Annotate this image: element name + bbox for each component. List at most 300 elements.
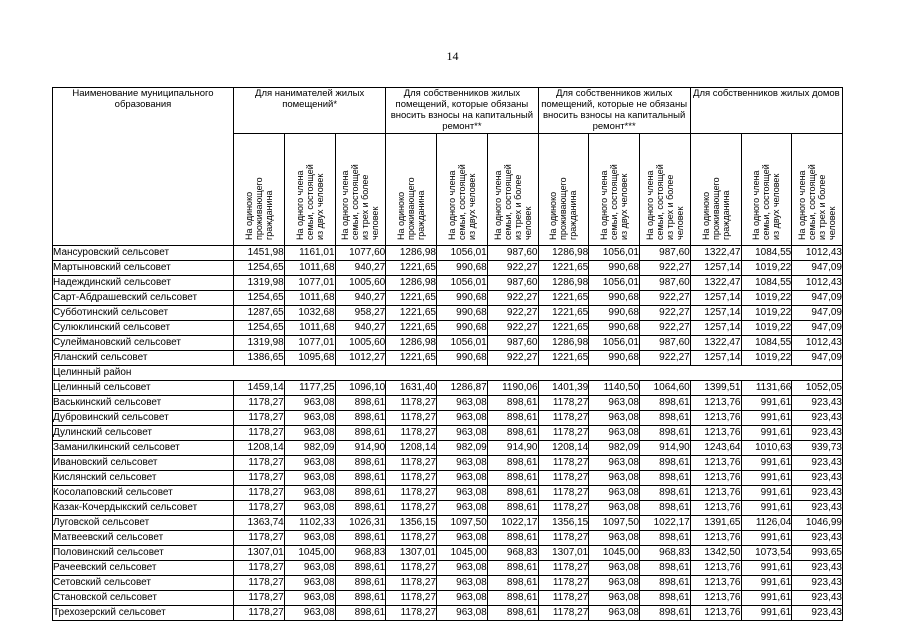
table-header-row bbox=[53, 88, 843, 134]
value-cell: 923,43 bbox=[792, 486, 843, 501]
value-cell: 1178,27 bbox=[234, 471, 285, 486]
table-row bbox=[53, 591, 843, 606]
municipality-name: Дубровинский сельсовет bbox=[53, 411, 234, 426]
value-cell: 1019,22 bbox=[741, 321, 792, 336]
table-row bbox=[53, 261, 843, 276]
value-cell: 1286,98 bbox=[386, 246, 437, 261]
value-cell: 990,68 bbox=[589, 291, 640, 306]
value-cell: 898,61 bbox=[487, 606, 538, 621]
value-cell: 991,61 bbox=[741, 456, 792, 471]
value-cell: 1056,01 bbox=[437, 246, 488, 261]
value-cell: 1631,40 bbox=[386, 381, 437, 396]
value-cell: 922,27 bbox=[640, 306, 691, 321]
value-cell: 987,60 bbox=[640, 336, 691, 351]
subheader-label: На одиноко проживающего гражданина bbox=[243, 176, 274, 240]
value-cell: 963,08 bbox=[589, 531, 640, 546]
cost-table bbox=[52, 87, 843, 621]
municipality-name: Ивановский сельсовет bbox=[53, 456, 234, 471]
value-cell: 898,61 bbox=[487, 486, 538, 501]
value-cell: 898,61 bbox=[335, 456, 386, 471]
value-cell: 1257,14 bbox=[690, 321, 741, 336]
value-cell: 1451,98 bbox=[234, 246, 285, 261]
value-cell: 898,61 bbox=[640, 471, 691, 486]
value-cell: 1056,01 bbox=[589, 246, 640, 261]
value-cell: 1178,27 bbox=[538, 411, 589, 426]
value-cell: 923,43 bbox=[792, 576, 843, 591]
value-cell: 1178,27 bbox=[234, 561, 285, 576]
value-cell: 898,61 bbox=[335, 501, 386, 516]
value-cell: 1097,50 bbox=[589, 516, 640, 531]
value-cell: 963,08 bbox=[437, 426, 488, 441]
value-cell: 1319,98 bbox=[234, 336, 285, 351]
value-cell: 1178,27 bbox=[386, 501, 437, 516]
value-cell: 898,61 bbox=[487, 576, 538, 591]
subheader-label: На одного члена семьи, состоящей из трех и более человек bbox=[644, 163, 685, 240]
value-cell: 1178,27 bbox=[538, 591, 589, 606]
value-cell: 1178,27 bbox=[538, 606, 589, 621]
subheader-label: На одиноко проживающего гражданина bbox=[548, 176, 579, 240]
value-cell: 1221,65 bbox=[538, 351, 589, 366]
table-row bbox=[53, 411, 843, 426]
value-cell: 968,83 bbox=[487, 546, 538, 561]
value-cell: 1287,65 bbox=[234, 306, 285, 321]
value-cell: 1077,01 bbox=[284, 276, 335, 291]
subheader-cell bbox=[487, 134, 538, 246]
value-cell: 1010,63 bbox=[741, 441, 792, 456]
value-cell: 1178,27 bbox=[234, 456, 285, 471]
value-cell: 1178,27 bbox=[538, 576, 589, 591]
municipality-name: Становской сельсовет bbox=[53, 591, 234, 606]
table-row bbox=[53, 306, 843, 321]
value-cell: 991,61 bbox=[741, 486, 792, 501]
value-cell: 1459,14 bbox=[234, 381, 285, 396]
value-cell: 923,43 bbox=[792, 561, 843, 576]
value-cell: 947,09 bbox=[792, 261, 843, 276]
value-cell: 1178,27 bbox=[234, 606, 285, 621]
value-cell: 1073,54 bbox=[741, 546, 792, 561]
value-cell: 1140,50 bbox=[589, 381, 640, 396]
value-cell: 1213,76 bbox=[690, 606, 741, 621]
value-cell: 991,61 bbox=[741, 396, 792, 411]
value-cell: 1131,66 bbox=[741, 381, 792, 396]
value-cell: 963,08 bbox=[284, 576, 335, 591]
value-cell: 968,83 bbox=[335, 546, 386, 561]
value-cell: 963,08 bbox=[437, 486, 488, 501]
value-cell: 1307,01 bbox=[234, 546, 285, 561]
value-cell: 1056,01 bbox=[437, 336, 488, 351]
group-header-owners-with-repair: Для собственников жилых помещений, которые обязаны вносить взносы на капитальный ремонт** bbox=[386, 88, 538, 134]
subheader-label: На одного члена семьи, состоящей из двух человек bbox=[751, 163, 782, 240]
table-row bbox=[53, 246, 843, 261]
value-cell: 991,61 bbox=[741, 426, 792, 441]
municipality-name: Матвеевский сельсовет bbox=[53, 531, 234, 546]
value-cell: 1178,27 bbox=[538, 501, 589, 516]
value-cell: 1084,55 bbox=[741, 336, 792, 351]
value-cell: 1178,27 bbox=[386, 591, 437, 606]
value-cell: 1342,50 bbox=[690, 546, 741, 561]
value-cell: 1356,15 bbox=[538, 516, 589, 531]
value-cell: 1026,31 bbox=[335, 516, 386, 531]
value-cell: 898,61 bbox=[335, 426, 386, 441]
value-cell: 940,27 bbox=[335, 261, 386, 276]
value-cell: 1097,50 bbox=[437, 516, 488, 531]
value-cell: 990,68 bbox=[589, 321, 640, 336]
subheader-label: На одиноко проживающего гражданина bbox=[396, 176, 427, 240]
value-cell: 963,08 bbox=[284, 396, 335, 411]
value-cell: 1045,00 bbox=[589, 546, 640, 561]
value-cell: 1178,27 bbox=[386, 606, 437, 621]
value-cell: 923,43 bbox=[792, 501, 843, 516]
municipality-name: Субботинский сельсовет bbox=[53, 306, 234, 321]
value-cell: 1178,27 bbox=[538, 456, 589, 471]
value-cell: 922,27 bbox=[487, 306, 538, 321]
value-cell: 963,08 bbox=[589, 576, 640, 591]
value-cell: 1084,55 bbox=[741, 246, 792, 261]
value-cell: 898,61 bbox=[335, 531, 386, 546]
value-cell: 1213,76 bbox=[690, 531, 741, 546]
value-cell: 1177,25 bbox=[284, 381, 335, 396]
municipality-name: Луговской сельсовет bbox=[53, 516, 234, 531]
value-cell: 991,61 bbox=[741, 531, 792, 546]
table-row bbox=[53, 381, 843, 396]
value-cell: 1045,00 bbox=[437, 546, 488, 561]
value-cell: 991,61 bbox=[741, 576, 792, 591]
value-cell: 963,08 bbox=[284, 606, 335, 621]
value-cell: 963,08 bbox=[284, 456, 335, 471]
table-row bbox=[53, 501, 843, 516]
table-row bbox=[53, 441, 843, 456]
value-cell: 1322,47 bbox=[690, 336, 741, 351]
value-cell: 990,68 bbox=[437, 261, 488, 276]
value-cell: 1221,65 bbox=[386, 261, 437, 276]
value-cell: 1032,68 bbox=[284, 306, 335, 321]
value-cell: 1011,68 bbox=[284, 321, 335, 336]
value-cell: 1178,27 bbox=[234, 486, 285, 501]
value-cell: 1012,43 bbox=[792, 246, 843, 261]
value-cell: 1102,33 bbox=[284, 516, 335, 531]
value-cell: 1322,47 bbox=[690, 246, 741, 261]
value-cell: 1254,65 bbox=[234, 321, 285, 336]
value-cell: 922,27 bbox=[640, 291, 691, 306]
value-cell: 990,68 bbox=[589, 306, 640, 321]
table-row bbox=[53, 546, 843, 561]
value-cell: 1208,14 bbox=[538, 441, 589, 456]
value-cell: 898,61 bbox=[335, 396, 386, 411]
value-cell: 1064,60 bbox=[640, 381, 691, 396]
value-cell: 1208,14 bbox=[234, 441, 285, 456]
value-cell: 963,08 bbox=[437, 471, 488, 486]
value-cell: 1005,60 bbox=[335, 336, 386, 351]
value-cell: 1178,27 bbox=[234, 531, 285, 546]
value-cell: 1011,68 bbox=[284, 291, 335, 306]
value-cell: 923,43 bbox=[792, 426, 843, 441]
municipality-name: Мансуровский сельсовет bbox=[53, 246, 234, 261]
value-cell: 990,68 bbox=[437, 306, 488, 321]
value-cell: 963,08 bbox=[437, 591, 488, 606]
value-cell: 990,68 bbox=[437, 321, 488, 336]
municipality-name: Сарт-Абдрашевский сельсовет bbox=[53, 291, 234, 306]
value-cell: 1005,60 bbox=[335, 276, 386, 291]
value-cell: 898,61 bbox=[487, 561, 538, 576]
table-body bbox=[53, 246, 843, 621]
value-cell: 1178,27 bbox=[538, 396, 589, 411]
value-cell: 1399,51 bbox=[690, 381, 741, 396]
value-cell: 963,08 bbox=[437, 531, 488, 546]
value-cell: 922,27 bbox=[640, 321, 691, 336]
value-cell: 1386,65 bbox=[234, 351, 285, 366]
region-label: Целинный район bbox=[53, 366, 843, 381]
value-cell: 1178,27 bbox=[386, 396, 437, 411]
value-cell: 1056,01 bbox=[437, 276, 488, 291]
value-cell: 991,61 bbox=[741, 606, 792, 621]
subheader-cell bbox=[690, 134, 741, 246]
value-cell: 1178,27 bbox=[386, 471, 437, 486]
municipality-name: Кислянский сельсовет bbox=[53, 471, 234, 486]
value-cell: 1307,01 bbox=[386, 546, 437, 561]
municipality-name: Дулинский сельсовет bbox=[53, 426, 234, 441]
value-cell: 898,61 bbox=[487, 426, 538, 441]
value-cell: 963,08 bbox=[589, 501, 640, 516]
value-cell: 898,61 bbox=[640, 426, 691, 441]
subheader-cell bbox=[284, 134, 335, 246]
value-cell: 1012,43 bbox=[792, 276, 843, 291]
table-row bbox=[53, 471, 843, 486]
value-cell: 987,60 bbox=[487, 246, 538, 261]
value-cell: 1286,98 bbox=[538, 276, 589, 291]
subheader-cell bbox=[386, 134, 437, 246]
subheader-cell bbox=[234, 134, 285, 246]
value-cell: 1046,99 bbox=[792, 516, 843, 531]
value-cell: 963,08 bbox=[284, 531, 335, 546]
value-cell: 982,09 bbox=[284, 441, 335, 456]
value-cell: 940,27 bbox=[335, 291, 386, 306]
subheader-cell bbox=[741, 134, 792, 246]
value-cell: 914,90 bbox=[335, 441, 386, 456]
subheader-cell bbox=[335, 134, 386, 246]
value-cell: 1213,76 bbox=[690, 561, 741, 576]
value-cell: 898,61 bbox=[487, 411, 538, 426]
value-cell: 982,09 bbox=[589, 441, 640, 456]
value-cell: 1084,55 bbox=[741, 276, 792, 291]
value-cell: 940,27 bbox=[335, 321, 386, 336]
value-cell: 898,61 bbox=[640, 591, 691, 606]
value-cell: 1096,10 bbox=[335, 381, 386, 396]
value-cell: 1307,01 bbox=[538, 546, 589, 561]
value-cell: 1019,22 bbox=[741, 306, 792, 321]
subheader-label: На одного члена семьи, состоящей из трех и более человек bbox=[797, 163, 838, 240]
table-row bbox=[53, 606, 843, 621]
value-cell: 923,43 bbox=[792, 531, 843, 546]
value-cell: 991,61 bbox=[741, 471, 792, 486]
value-cell: 963,08 bbox=[437, 576, 488, 591]
value-cell: 963,08 bbox=[284, 471, 335, 486]
municipality-name: Яланский сельсовет bbox=[53, 351, 234, 366]
table-row bbox=[53, 291, 843, 306]
value-cell: 1221,65 bbox=[386, 306, 437, 321]
value-cell: 990,68 bbox=[437, 291, 488, 306]
table-row bbox=[53, 516, 843, 531]
value-cell: 1019,22 bbox=[741, 351, 792, 366]
value-cell: 923,43 bbox=[792, 456, 843, 471]
value-cell: 963,08 bbox=[284, 591, 335, 606]
municipality-name: Сетовский сельсовет bbox=[53, 576, 234, 591]
value-cell: 990,68 bbox=[589, 351, 640, 366]
region-row bbox=[53, 366, 843, 381]
municipality-name: Заманилкинский сельсовет bbox=[53, 441, 234, 456]
value-cell: 1019,22 bbox=[741, 291, 792, 306]
value-cell: 1126,04 bbox=[741, 516, 792, 531]
value-cell: 1254,65 bbox=[234, 261, 285, 276]
value-cell: 898,61 bbox=[640, 531, 691, 546]
value-cell: 922,27 bbox=[487, 321, 538, 336]
value-cell: 1045,00 bbox=[284, 546, 335, 561]
table-row bbox=[53, 456, 843, 471]
subheader-label: На одного члена семьи, состоящей из двух человек bbox=[599, 163, 630, 240]
value-cell: 914,90 bbox=[640, 441, 691, 456]
value-cell: 1221,65 bbox=[538, 291, 589, 306]
value-cell: 898,61 bbox=[487, 396, 538, 411]
municipality-name: Надеждинский сельсовет bbox=[53, 276, 234, 291]
value-cell: 922,27 bbox=[487, 351, 538, 366]
value-cell: 1221,65 bbox=[386, 351, 437, 366]
value-cell: 898,61 bbox=[487, 456, 538, 471]
value-cell: 914,90 bbox=[487, 441, 538, 456]
subheader-cell bbox=[538, 134, 589, 246]
value-cell: 1213,76 bbox=[690, 591, 741, 606]
value-cell: 1221,65 bbox=[538, 306, 589, 321]
value-cell: 987,60 bbox=[640, 276, 691, 291]
municipality-name: Сулюклинский сельсовет bbox=[53, 321, 234, 336]
value-cell: 1190,06 bbox=[487, 381, 538, 396]
value-cell: 1286,98 bbox=[386, 336, 437, 351]
municipality-name: Васькинский сельсовет bbox=[53, 396, 234, 411]
value-cell: 991,61 bbox=[741, 411, 792, 426]
page-number: 14 bbox=[446, 49, 459, 63]
value-cell: 963,08 bbox=[589, 396, 640, 411]
value-cell: 1056,01 bbox=[589, 336, 640, 351]
value-cell: 1286,87 bbox=[437, 381, 488, 396]
value-cell: 1178,27 bbox=[386, 576, 437, 591]
value-cell: 963,08 bbox=[437, 501, 488, 516]
group-header-owners-without-repair: Для собственников жилых помещений, которые не обязаны вносить взносы на капитальный ремонт*** bbox=[538, 88, 690, 134]
value-cell: 1022,17 bbox=[487, 516, 538, 531]
value-cell: 1243,64 bbox=[690, 441, 741, 456]
value-cell: 987,60 bbox=[640, 246, 691, 261]
value-cell: 923,43 bbox=[792, 411, 843, 426]
municipality-name: Сулеймановский сельсовет bbox=[53, 336, 234, 351]
value-cell: 1178,27 bbox=[234, 411, 285, 426]
value-cell: 1178,27 bbox=[386, 456, 437, 471]
value-cell: 1178,27 bbox=[538, 471, 589, 486]
value-cell: 898,61 bbox=[335, 561, 386, 576]
value-cell: 990,68 bbox=[437, 351, 488, 366]
value-cell: 963,08 bbox=[284, 411, 335, 426]
value-cell: 963,08 bbox=[589, 411, 640, 426]
value-cell: 1401,39 bbox=[538, 381, 589, 396]
value-cell: 1213,76 bbox=[690, 396, 741, 411]
value-cell: 1286,98 bbox=[386, 276, 437, 291]
value-cell: 987,60 bbox=[487, 276, 538, 291]
subheader-cell bbox=[792, 134, 843, 246]
value-cell: 1286,98 bbox=[538, 336, 589, 351]
subheader-label: На одного члена семьи, состоящей из двух человек bbox=[446, 163, 477, 240]
value-cell: 939,73 bbox=[792, 441, 843, 456]
value-cell: 898,61 bbox=[640, 486, 691, 501]
table-row bbox=[53, 531, 843, 546]
value-cell: 947,09 bbox=[792, 351, 843, 366]
value-cell: 1221,65 bbox=[538, 261, 589, 276]
value-cell: 1213,76 bbox=[690, 411, 741, 426]
value-cell: 947,09 bbox=[792, 321, 843, 336]
value-cell: 1056,01 bbox=[589, 276, 640, 291]
value-cell: 991,61 bbox=[741, 591, 792, 606]
value-cell: 1178,27 bbox=[386, 561, 437, 576]
value-cell: 1178,27 bbox=[538, 426, 589, 441]
value-cell: 898,61 bbox=[335, 486, 386, 501]
value-cell: 963,08 bbox=[284, 426, 335, 441]
value-cell: 963,08 bbox=[437, 456, 488, 471]
value-cell: 898,61 bbox=[335, 606, 386, 621]
value-cell: 1012,43 bbox=[792, 336, 843, 351]
value-cell: 1221,65 bbox=[386, 291, 437, 306]
value-cell: 1254,65 bbox=[234, 291, 285, 306]
value-cell: 1019,22 bbox=[741, 261, 792, 276]
value-cell: 963,08 bbox=[437, 561, 488, 576]
value-cell: 963,08 bbox=[284, 501, 335, 516]
municipality-name: Целинный сельсовет bbox=[53, 381, 234, 396]
value-cell: 1322,47 bbox=[690, 276, 741, 291]
value-cell: 993,65 bbox=[792, 546, 843, 561]
value-cell: 898,61 bbox=[335, 411, 386, 426]
subheader-label: На одиноко проживающего гражданина bbox=[700, 176, 731, 240]
value-cell: 963,08 bbox=[589, 561, 640, 576]
table-row bbox=[53, 486, 843, 501]
value-cell: 922,27 bbox=[640, 351, 691, 366]
value-cell: 963,08 bbox=[589, 426, 640, 441]
municipality-name: Рачеевский сельсовет bbox=[53, 561, 234, 576]
value-cell: 963,08 bbox=[589, 456, 640, 471]
value-cell: 1011,68 bbox=[284, 261, 335, 276]
value-cell: 1213,76 bbox=[690, 426, 741, 441]
value-cell: 1286,98 bbox=[538, 246, 589, 261]
municipality-name: Половинский сельсовет bbox=[53, 546, 234, 561]
value-cell: 898,61 bbox=[487, 471, 538, 486]
municipality-name: Косолаповский сельсовет bbox=[53, 486, 234, 501]
value-cell: 1178,27 bbox=[234, 396, 285, 411]
table-row bbox=[53, 321, 843, 336]
value-cell: 1178,27 bbox=[538, 486, 589, 501]
value-cell: 1257,14 bbox=[690, 306, 741, 321]
value-cell: 898,61 bbox=[335, 471, 386, 486]
value-cell: 898,61 bbox=[487, 501, 538, 516]
value-cell: 923,43 bbox=[792, 591, 843, 606]
value-cell: 898,61 bbox=[640, 561, 691, 576]
value-cell: 923,43 bbox=[792, 471, 843, 486]
value-cell: 1213,76 bbox=[690, 471, 741, 486]
subheader-cell bbox=[589, 134, 640, 246]
municipality-name: Трехозерский сельсовет bbox=[53, 606, 234, 621]
table-row bbox=[53, 351, 843, 366]
value-cell: 898,61 bbox=[640, 576, 691, 591]
table-row bbox=[53, 336, 843, 351]
subheader-label: На одного члена семьи, состоящей из двух человек bbox=[294, 163, 325, 240]
value-cell: 923,43 bbox=[792, 396, 843, 411]
value-cell: 1257,14 bbox=[690, 261, 741, 276]
value-cell: 923,43 bbox=[792, 606, 843, 621]
value-cell: 1052,05 bbox=[792, 381, 843, 396]
value-cell: 1012,27 bbox=[335, 351, 386, 366]
value-cell: 963,08 bbox=[437, 396, 488, 411]
